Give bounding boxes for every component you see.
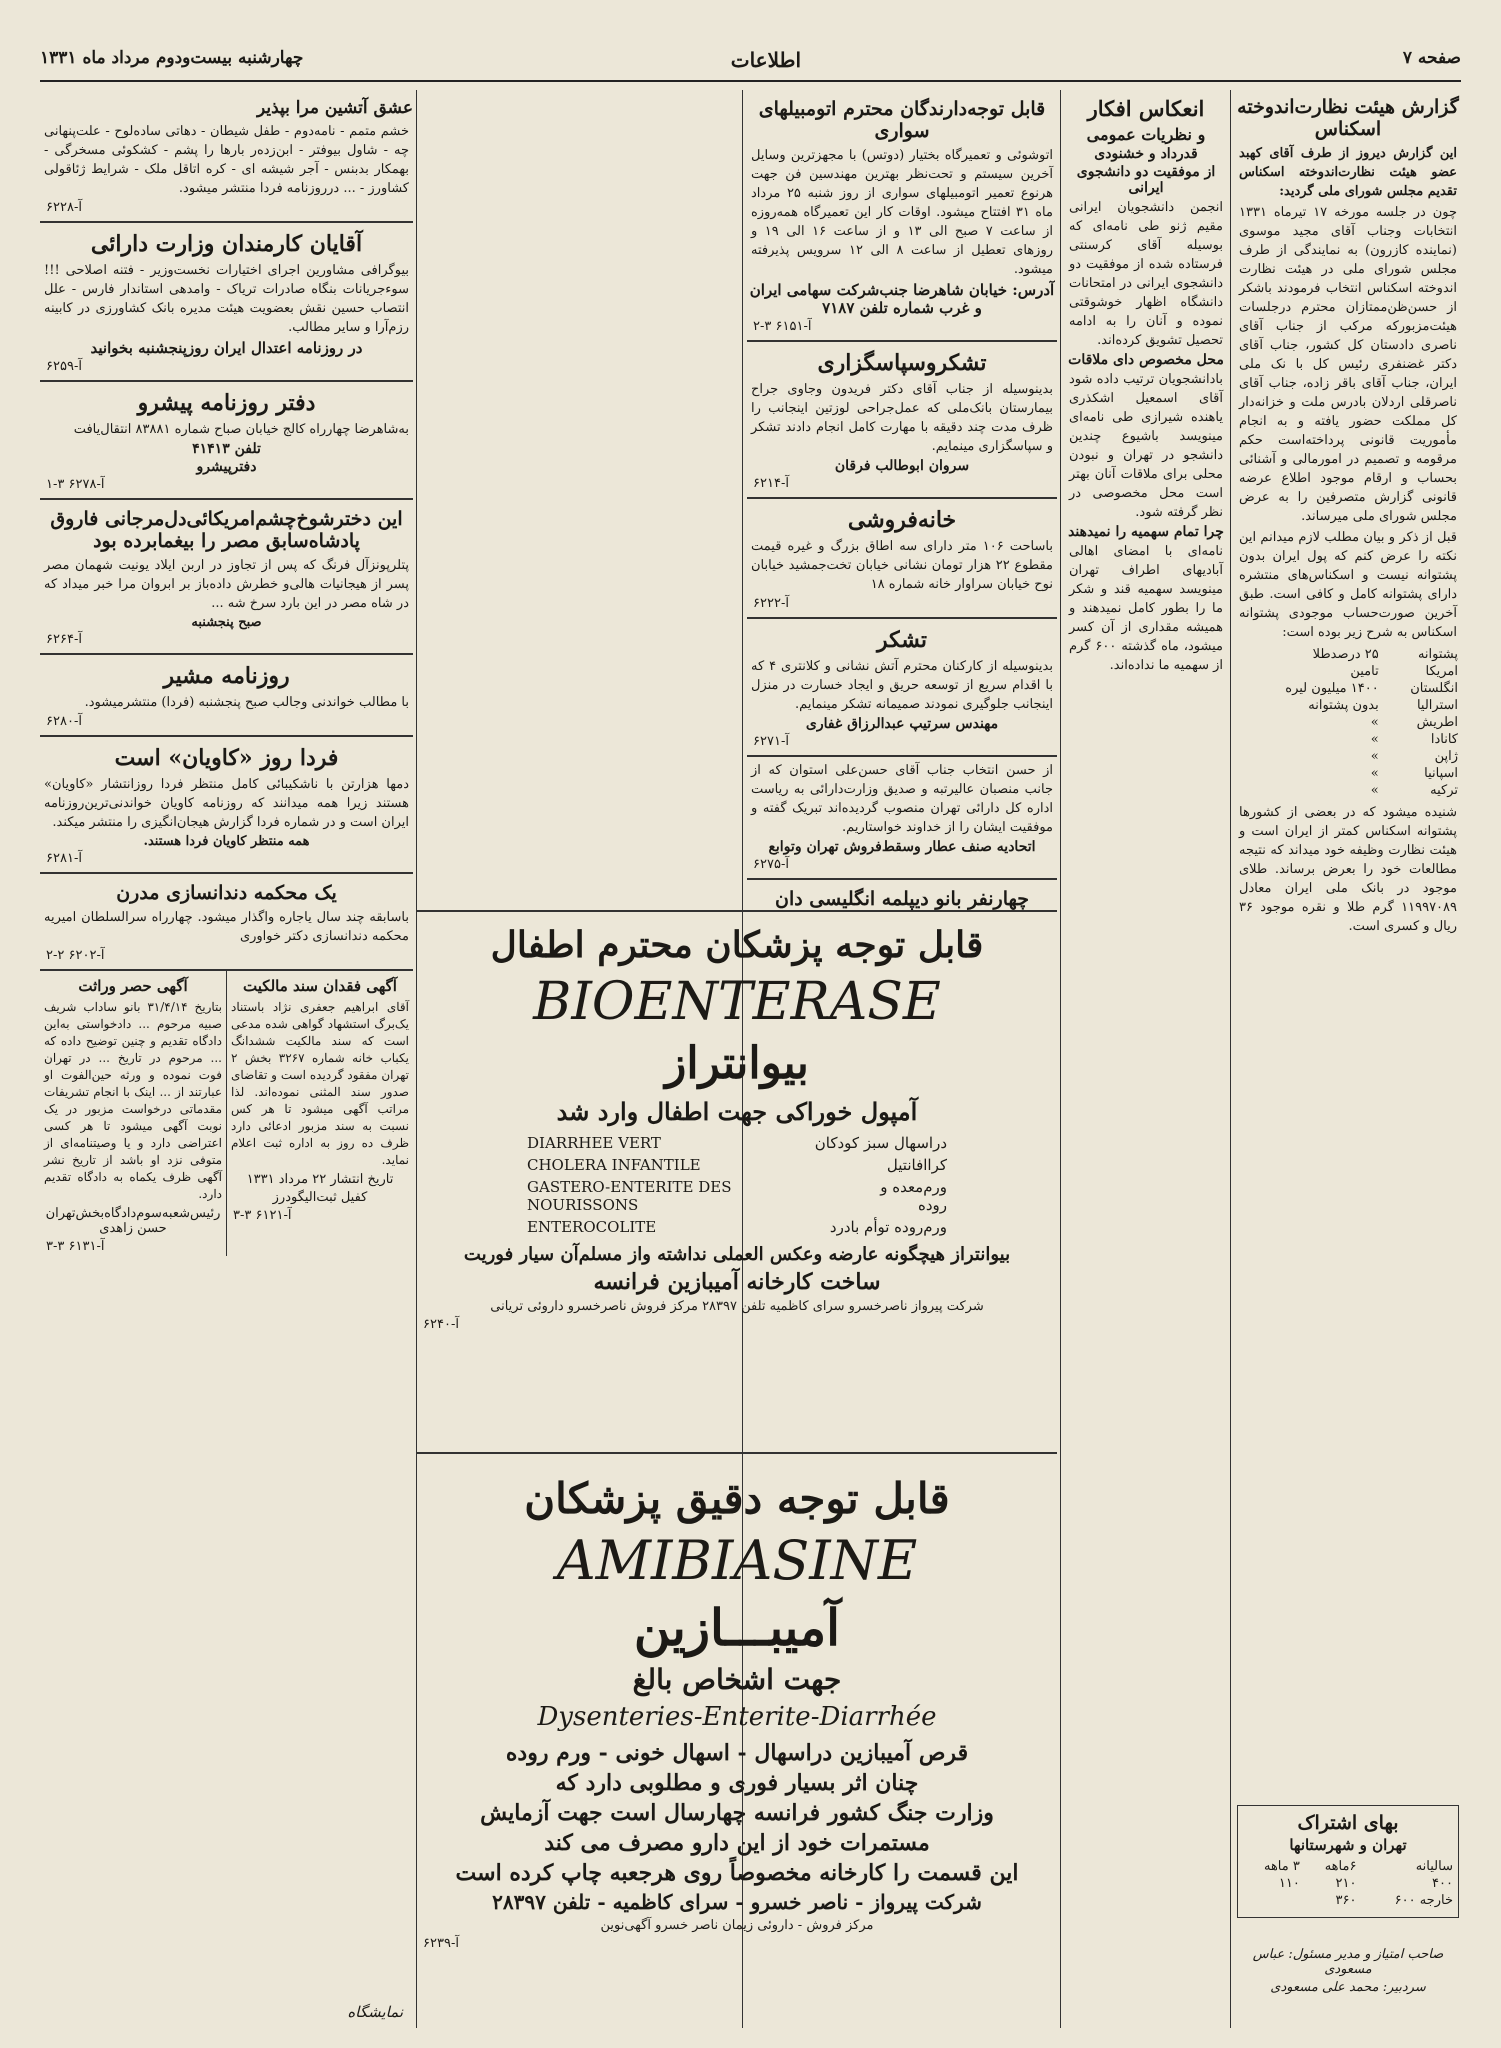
ad-congrats — [747, 757, 1057, 880]
masthead: اطلاعات — [730, 48, 801, 72]
ad-line: مرکز فروش - داروئی زیمان ناصر خسرو آگهی‌نوین — [600, 1918, 874, 1933]
ad-kaviyan — [40, 737, 413, 874]
stamp-text: نمایشگاه — [347, 2003, 403, 2021]
ad-code: آ-۶۲۸۰ — [46, 714, 82, 729]
imprint — [1237, 1944, 1459, 1998]
table-row: پشتوانه ۲۵ درصدطلا — [1312, 647, 1458, 662]
ad-body: بیوگرافی مشاورین اجرای اختیارات نخست‌وزیر - فتنه اصلاحی !!! سوءجریانات بنگاه صادرات تریاک - وامدهی استاندار فارس - علل انتصاب حسین نقش بعضویت هیئت مدیره بانک کشاورزی در کابینه رزم‌آرا و سایر مطالب. — [44, 263, 409, 335]
ad-signature: مهندس سرتیپ عبدالرزاق غفاری — [805, 716, 999, 732]
ad-code: آ-۶۱۵۱ ۳-۲ — [753, 319, 812, 334]
report-body-2: قبل از ذکر و بیان مطلب لازم میدانم این نکته را عرض کنم که پول ایران بدون پشتوانه نیست و اسکناس‌های منتشره دارای پشتوانه کامل و کافی است. طبق آخرین صورت‌حساب موجودی پشتوانه اسکناس به شرح زیر بوده است: — [1239, 530, 1457, 640]
table-row: اطریش » — [1370, 715, 1458, 730]
ad-line: وزارت جنگ کشور فرانسه چهارسال است جهت آزمایش — [480, 1800, 994, 1826]
opinion-sub-2: قدرداد و خشنودی — [1094, 146, 1198, 162]
ad-farouk-story — [40, 500, 413, 655]
ad-dental-clinic — [40, 874, 413, 971]
table-row: اسپانیا » — [1370, 766, 1458, 781]
ad-code: آ-۶۱۳۱ ۳-۳ — [46, 1239, 105, 1254]
indications-list — [527, 1134, 947, 1236]
table-row: استرالیا بدون پشتوانه — [1308, 698, 1458, 713]
ad-burning-love — [40, 90, 413, 223]
ad-code: آ-۶۲۱۴ — [753, 476, 789, 491]
ad-signature: اتحادیه صنف عطار وسقط‌فروش تهران وتوابع — [768, 839, 1036, 855]
ad-code: آ-۶۲۴۰ — [423, 1317, 459, 1332]
ad-line: جهت اشخاص بالغ — [632, 1663, 842, 1696]
ad-lost-deed — [226, 971, 413, 1256]
editor-line: سردبیر: محمد علی مسعودی — [1270, 1980, 1426, 1995]
product-name-latin: AMIBIASINE — [556, 1529, 918, 1592]
issue-date: چهارشنبه بیست‌ودوم مرداد ماه ۱۳۳۱ — [40, 48, 304, 68]
newspaper-page — [40, 38, 1461, 2028]
list-item: ورم‌معده و روده GASTERO-ENTERITE DES NOURISSONS — [527, 1178, 947, 1214]
ads-column-4 — [40, 90, 413, 2028]
ad-thanks-2 — [747, 619, 1057, 757]
ad-line: شرکت پیرواز ناصرخسرو سرای کاظمیه تلفن ۲۸۳۹۷ مرکز فروش ناصرخسرو داروئی تریانی — [490, 1299, 984, 1314]
ad-title: این دخترشوخ‌چشم‌امریکائی‌دل‌مرجانی فاروق پادشاه‌سابق مصر را بیغمابرده بود — [50, 508, 403, 552]
ad-code: آ-۶۲۶۴ — [46, 632, 82, 647]
ad-title: دفتر روزنامه پیشرو — [137, 390, 316, 416]
ad-footer: همه منتظر کاویان فردا هستند. — [143, 834, 310, 849]
ad-line: مستمرات خود از این دارو مصرف می کند — [544, 1830, 930, 1856]
ad-body: خشم متمم - نامه‌دوم - طفل شیطان - دهاتی ساده‌لوح - علت‌پنهانی چه - شاول بیوفتر - ابن‌زده‌ر بارها را پشم - کشکوئی مسخرگی - بهمکار بدبنس - آجر شیشه ای - کره اتاقل ملک - شرایط ژئاقولی کشاورز - ... درروزنامه فردا منتشر میشود. — [44, 124, 409, 196]
ad-title: چهارنفر بانو دیپلمه انگلیسی دان — [775, 888, 1029, 910]
ad-line: قرص آمیبازین دراسهال - اسهال خونی - ورم روده — [505, 1740, 969, 1766]
ad-date: تاریخ انتشار ۲۲ مرداد ۱۳۳۱ — [246, 1172, 394, 1187]
ad-pishro-office — [40, 382, 413, 500]
ad-body: از حسن انتخاب جناب آقای حسن‌علی استوان که از جانب منصبان عالیرتبه و صدیق وزارت‌دارائی به ریاست اداره کل دارائی تهران منصوب گردیده‌اند تبریک گفته و موفقیت ایشان را از خداوند خواستاریم. — [751, 763, 1053, 835]
table-row: ژاپن » — [1370, 749, 1458, 764]
ad-title: آقایان کارمندان وزارت دارائی — [90, 231, 363, 257]
ad-inheritance — [40, 971, 226, 1256]
ad-title: خانه‌فروشی — [847, 507, 957, 533]
table-row: خارجه ۶۰۰ ۳۶۰ — [1335, 1893, 1453, 1908]
opinion-body-3: نامه‌ای با امضای اهالی آبادیهای اطراف تهران مینویسد سهمیه قند و شکر ما را بطور کامل نمیدهند و همیشه مقداری از آن کسر میشود، ماه گذشته ۶۰۰ گرم از سهمیه ما نداده‌اند. — [1069, 544, 1223, 673]
bioenterase-ad — [417, 910, 1057, 1454]
ad-finance-staff — [40, 223, 413, 382]
ad-body: اتوشوئی و تعمیرگاه بختیار (دوتس) با مجهزترین وسایل آخرین سیستم و تحت‌نظر بهترین مهندسین فن جهت هرنوع تعمیر اتومبیلهای سواری از روز شنبه ۲۵ مرداد ماه ۳۱ افتتاح میشود. اوقات کار این تعمیرگاه همه‌روزه از ساعت ۷ صبح الی ۱۳ و از ساعت ۱۶ الی ۱۹ و روزهای تعطیل از ساعت ۸ الی ۱۲ سرویس پذیرفته میشود. — [751, 148, 1053, 277]
ad-body: باسابقه چند سال یاجاره واگذار میشود. چهارراه سرالسلطان امیریه محکمه دندانسازی دکتر خواوری — [44, 910, 409, 944]
ad-line: این قسمت را کارخانه مخصوصاً روی هرجعبه چاپ کرده است — [455, 1860, 1019, 1886]
publisher-line: صاحب امتیاز و مدیر مسئول: عباس مسعودی — [1252, 1947, 1444, 1977]
ad-code: آ-۶۲۲۲ — [753, 596, 789, 611]
ad-code: آ-۶۲۳۹ — [423, 1936, 459, 1951]
ad-body: به‌شاهرضا چهارراه کالج خیابان صباح شماره ۸۳۸۸۱ انتقال‌یافت — [73, 422, 409, 437]
report-intro: این گزارش دیروز از طرف آقای کهبد عضو هیئت نظارت‌اندوخته اسکناس تقدیم مجلس شورای ملی گردید: — [1239, 146, 1457, 199]
ad-code: آ-۶۲۷۸ ۳-۱ — [46, 477, 105, 492]
ad-footer: صبح پنجشنبه — [191, 615, 262, 630]
product-name-persian: بیوانتراز — [665, 1038, 809, 1089]
reserve-table — [1235, 646, 1461, 799]
ad-line: بیوانتراز هیچگونه عارضه وعکس العملی نداشته واز مسلم‌آن سیار فوریت — [463, 1244, 1011, 1265]
ad-phone: تلفن ۴۱۴۱۳ — [192, 441, 261, 457]
opinion-sub-3: از موفقیت دو دانشجوی ایرانی — [1076, 164, 1216, 196]
ad-line-latin: Dysenteries-Enterite-Diarrhée — [537, 1702, 937, 1732]
opinion-sub: و نظریات عمومی — [1086, 125, 1206, 144]
report-column — [1235, 90, 1461, 2028]
subscription-sub: تهران و شهرستانها — [1289, 1836, 1407, 1854]
ads-column-3 — [747, 90, 1057, 910]
table-row: کانادا » — [1370, 732, 1458, 747]
ad-teachers — [747, 880, 1057, 910]
ad-code: آ-۶۱۲۱ ۳-۳ — [233, 1208, 292, 1223]
ad-line: شرکت پیرواز - ناصر خسرو - سرای کاظمیه - تلفن ۲۸۳۹۷ — [492, 1890, 982, 1914]
opinion-column — [1065, 90, 1227, 910]
ad-title: عشق آتشین مرا بپذیر — [256, 98, 413, 118]
report-body: چون در جلسه مورخه ۱۷ تیرماه ۱۳۳۱ انتخابات وجناب آقای مجید موسوی (نماینده کازرون) به نمایندگی از طرف مجلس شورای ملی در هیئت نظارت اندوخته اسکناس انتخاب فرمودند باشکر از حسن‌ظن‌ممتازان محترم درجلسات هیئت‌مزبورکه مرکب از جناب آقای ناصری دادستان کل کشور، جناب آقای دکتر غضنفری رئیس کل با نک ملی ایران، جناب آقای باقر زاده، جناب آقای ناصرقلی اردلان بادرس ملت و خزانه‌دار کل مملکت حضور یافته و به انجام مأموریت قانونی پرداخته‌است حکم مرقومه و تصمیم در امورمالی و آشنائی بحساب و ارقام موجود اطلاع عرضه قانونی گزارش متصرفین را به عرض مجلس شورای ملی میرساند. — [1239, 205, 1458, 524]
ad-body: باساحت ۱۰۶ متر دارای سه اطاق بزرگ و غیره قیمت مقطوع ۲۲ هزار تومان نشانی خیابان تخت‌جمشید خیابان نوح خیابان سراوار خانه شماره ۱۸ — [751, 539, 1053, 592]
ad-title: تشکروسپاسگزاری — [817, 350, 987, 376]
ad-footer: در روزنامه اعتدال ایران روزپنجشنبه بخوانید — [90, 339, 363, 357]
legal-notices — [40, 971, 413, 1256]
ad-code: آ-۶۲۲۸ — [46, 200, 82, 215]
ad-title: قابل توجه‌دارندگان محترم اتومبیلهای سواری — [758, 98, 1046, 142]
ad-body: دمها هزارتن با ناشکیبائی کامل منتظر فردا روزانتشار «کاویان» هستند زیرا همه میدانند که روزنامه کاویان خواندنی‌ترین‌روزنامه ایران است و در شماره فردا گزارش هیجان‌انگیزی را منتشر میکند. — [44, 777, 409, 830]
ad-headline: قابل توجه پزشکان محترم اطفال — [490, 924, 984, 966]
ad-title: فردا روز «کاویان» است — [114, 745, 339, 771]
amibiasine-ad — [417, 1458, 1057, 2028]
ad-body: آقای ابراهیم جعفری نژاد باستناد یک‌برگ استشهاد گواهی شده مدعی است که سند مالکیت ششدانگ یکباب خانه شماره ۳۲۶۷ بخش ۲ تهران مفقود گردیده است و تقاضای صدور سند المثنی نموده‌اند. لذا مراتب آگهی میشود تا هر کس نسبت به سند مزبور ادعائی دارد ظرف ده روز به اداره ثبت اعلام نماید. — [231, 1000, 410, 1167]
opinion-body-2: بادانشجویان ترتیب داده شود آقای اسمعیل اشکذری یاهنده شیرازی طی نامه‌ای مینویسد باشیوع چندین دانشجو در تهران و نبودن محلی برای ملاقات آنان بهتر است محل مخصوصی در نظر گرفته شود. — [1069, 372, 1223, 520]
report-title: گزارش هیئت نظارت‌اندوخته اسکناس — [1237, 96, 1459, 140]
ad-moshir — [40, 655, 413, 737]
ad-body: بدینوسیله از کارکنان محترم آتش نشانی و کلانتری ۴ که با اقدام سریع از توسعه حریق و ایجاد خسارت در منزل اینجانب جلوگیری نمودند صمیمانه تشکر مینمایم. — [751, 659, 1053, 712]
table-row: ۴۰۰ ۲۱۰ ۱۱۰ — [1278, 1876, 1453, 1891]
ad-car-repair — [747, 90, 1057, 342]
list-item: دراسهال سبز کودکان DIARRHEE VERT — [527, 1134, 947, 1152]
ad-line: ساخت کارخانه آمیبازین فرانسه — [593, 1269, 881, 1295]
ad-code: آ-۶۲۷۱ — [753, 734, 789, 749]
ad-signature: دفترپیشرو — [196, 459, 257, 475]
ad-headline: قابل توجه دقیق پزشکان — [524, 1474, 950, 1523]
ad-body: بدینوسیله از جناب آقای دکتر فریدون وجاوی جراح بیمارستان بانک‌ملی که عمل‌جراحی لوزتین اینجانب را ظرف مدت چند دقیقه با مهارت کامل انجام دادند تشکر و سپاسگزاری مینمایم. — [751, 382, 1053, 454]
product-name-persian: آمیبـــازین — [633, 1598, 841, 1657]
opinion-title: انعکاس افکار — [1087, 96, 1205, 121]
page-header — [40, 38, 1461, 82]
ad-line: آمپول خوراکی جهت اطفال وارد شد — [556, 1097, 918, 1126]
table-row: انگلستان ۱۴۰۰ میلیون لیره — [1285, 681, 1458, 696]
ad-address: آدرس: خیابان شاهرضا جنب‌شرکت سهامی ایران و غرب شماره تلفن ۷۱۸۷ — [749, 281, 1055, 317]
table-row: سالیانه ۶ماهه ۳ ماهه — [1263, 1859, 1453, 1874]
ad-title: آگهی فقدان سند مالکیت — [243, 977, 397, 995]
ad-signature: رئیس‌شعبه‌سوم‌دادگاه‌بخش‌تهران حسن زاهدی — [45, 1206, 221, 1236]
ad-thanks-1 — [747, 342, 1057, 499]
subscription-box — [1237, 1805, 1459, 1918]
ad-signature: کفیل ثبت‌الیگودرز — [272, 1190, 368, 1205]
ad-code: آ-۶۲۵۹ — [46, 359, 82, 374]
ad-house-sale — [747, 499, 1057, 619]
ad-code: آ-۶۲۰۲ ۲-۲ — [46, 948, 105, 963]
report-body-3: شنیده میشود که در بعضی از کشورها پشتوانه اسکناس کمتر از ایران است و هیئت نظارت وظیفه خود میداند که نتیجه مطالعات خود را بعرض برساند. طلای موجود در بانک ملی ایران معادل ۱۱۹۹۷۰۸۹ گرم طلا و نقره موجود ۳۶ ریال و کسری است. — [1239, 805, 1457, 934]
subscription-title: بهای اشتراک — [1297, 1812, 1399, 1834]
ad-body: بتاریخ ۳۱/۴/۱۴ بانو ساداب شریف صبیه مرحوم ... دادخواستی به‌این دادگاه تقدیم و چنین توضیح داده که ... مرحوم در تاریخ ... در تهران فوت نموده و ورثه حین‌الفوت او عبارتند از ... اینک با انجام تشریفات مقدماتی درخواست مزبور در یک نوبت آگهی میشود تا هر کسی اعتراضی دارد و یا وصیتنامه‌ای از متوفی نزد او باشد از تاریخ نشر آگهی ظرف یکماه به دادگاه تقدیم دارد. — [44, 1000, 223, 1201]
ad-code: آ-۶۲۷۵ — [753, 857, 789, 872]
opinion-body: انجمن دانشجویان ایرانی مقیم ژنو طی نامه‌ای که بوسیله آقای کرسنتی فرستاده شده از موفقیت دو دانشجوی ایرانی در امتحانات دانشگاه اظهار خوشوقتی نموده و آنان را به ادامه تحصیل تشویق کرده‌اند. — [1069, 200, 1223, 348]
ad-body: با مطالب خواندنی وجالب صبح پنجشنبه (فردا) منتشرمیشود. — [84, 695, 409, 710]
ad-body: پتلر‌پونز‌آل فرنگ که پس از تجاوز در اربن ایلاد یونیت شهمان مصر پسر از هیجانیات هالی‌و خطرش داده‌باز بر ابروان مرا خبر میداد که در شاه مصر در این بارد سرخ شه ... — [44, 558, 409, 611]
ad-title: آگهی حصر وراثت — [78, 977, 188, 995]
subscription-table — [1240, 1858, 1456, 1909]
product-name-latin: BIOENTERASE — [533, 972, 941, 1032]
page-number: صفحه ۷ — [1402, 48, 1461, 68]
opinion-head-3: چرا تمام سهمیه را نمیدهند — [1068, 524, 1224, 540]
opinion-head-2: محل مخصوص دای ملاقات — [1068, 352, 1224, 368]
ad-code: آ-۶۲۸۱ — [46, 851, 82, 866]
ad-title: تشکر — [876, 627, 928, 653]
ad-signature: سروان ابوطالب فرقان — [834, 458, 970, 474]
table-row: ترکیه » — [1370, 783, 1458, 798]
list-item: کراافانتیل CHOLERA INFANTILE — [527, 1156, 947, 1174]
table-row: امریکا تامین — [1350, 664, 1458, 679]
ad-title: روزنامه مشیر — [163, 663, 290, 689]
ad-title: یک محکمه دندانسازی مدرن — [116, 882, 337, 904]
list-item: ورم‌روده توأم بادرد ENTEROCOLITE — [527, 1218, 947, 1236]
ad-line: چنان اثر بسیار فوری و مطلوبی دارد که — [555, 1770, 919, 1796]
